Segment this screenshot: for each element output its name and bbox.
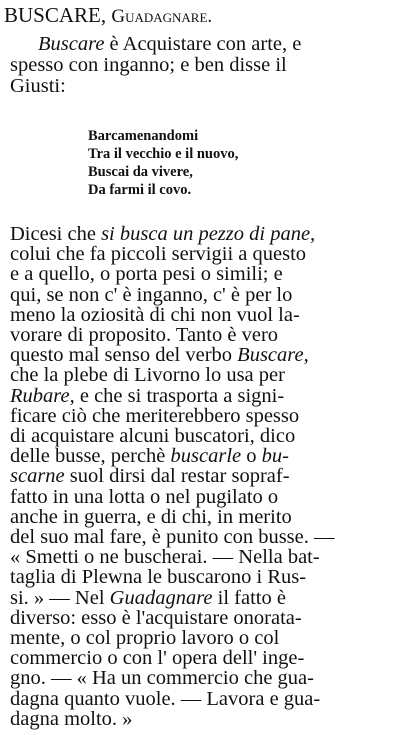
text-segment: dagna quanto vuole. — Lavora e gua- bbox=[10, 687, 321, 710]
body-line bbox=[10, 547, 402, 567]
body-line bbox=[10, 507, 402, 527]
body-line bbox=[10, 224, 402, 244]
body-line bbox=[10, 668, 402, 688]
verse-line: Tra il vecchio e il nuovo, bbox=[88, 146, 239, 162]
text-segment: suol dirsi dal restar sopraf- bbox=[64, 465, 290, 488]
body-line bbox=[10, 487, 402, 507]
text-segment: si. » — Nel bbox=[10, 586, 110, 609]
text-segment: meno la oziosità di chi non vuol la- bbox=[10, 303, 300, 326]
intro-line bbox=[10, 34, 398, 55]
italic-text-segment: Guadagnare bbox=[109, 586, 213, 609]
text-segment: questo mal senso del verbo bbox=[10, 344, 238, 367]
body-line bbox=[10, 567, 402, 587]
intro-line bbox=[10, 55, 398, 76]
body-line bbox=[10, 446, 402, 466]
entry-heading bbox=[4, 2, 212, 30]
body-line bbox=[10, 648, 402, 668]
italic-text-segment: Rubare, bbox=[10, 384, 75, 407]
body-line bbox=[10, 345, 402, 365]
text-segment: mente, o col proprio lavoro o col bbox=[10, 627, 280, 650]
text-segment: è Acquistare con arte, e bbox=[104, 33, 302, 55]
entry-synonym: Guadagnare. bbox=[111, 6, 213, 27]
text-segment: il fatto è bbox=[212, 586, 286, 609]
entry-term: BUSCARE, bbox=[4, 3, 107, 27]
italic-text-segment: buscarle bbox=[170, 445, 242, 468]
text-segment: vorare di proposito. Tanto è vero bbox=[10, 324, 279, 347]
text-segment: colui che fa piccoli servigii a questo bbox=[10, 243, 307, 266]
text-segment: gno. — « Ha un commercio che gua- bbox=[10, 667, 314, 690]
text-segment: che la plebe di Livorno lo usa per bbox=[10, 364, 285, 387]
intro-line bbox=[10, 76, 398, 97]
body-line bbox=[10, 365, 402, 385]
verse-line: Da farmi il covo. bbox=[88, 182, 192, 198]
text-segment: e a quello, o porta pesi o simili; e bbox=[10, 263, 283, 286]
body-line bbox=[10, 689, 402, 709]
italic-text-segment: Buscare, bbox=[237, 344, 309, 367]
text-segment: commercio o con l' opera dell' inge- bbox=[10, 647, 305, 670]
body-line bbox=[10, 406, 402, 426]
body-line bbox=[10, 244, 402, 264]
body-line bbox=[10, 386, 402, 406]
text-segment: delle busse, perchè bbox=[10, 445, 171, 468]
italic-text-segment: si busca un pezzo di pane, bbox=[101, 223, 316, 245]
verse-line: Buscai da vivere, bbox=[88, 164, 193, 180]
intro-paragraph bbox=[10, 34, 398, 97]
text-segment: taglia di Plewna le buscarono i Rus- bbox=[10, 566, 307, 589]
body-line bbox=[10, 426, 402, 446]
italic-text-segment: Buscare bbox=[38, 33, 105, 55]
text-segment: Giusti: bbox=[10, 75, 66, 97]
text-segment: del suo mal fare, è punito con busse. — bbox=[10, 526, 335, 549]
text-segment: qui, se non c' è inganno, c' è per lo bbox=[10, 283, 293, 306]
italic-text-segment: scarne bbox=[10, 465, 65, 488]
text-segment: « Smetti o ne buscherai. — Nella bat- bbox=[10, 546, 320, 569]
body-line bbox=[10, 709, 402, 729]
body-line bbox=[10, 628, 402, 648]
text-segment: e che si trasporta a signi- bbox=[74, 384, 285, 407]
text-segment: dagna molto. » bbox=[10, 707, 133, 730]
text-segment: spesso con inganno; e ben disse il bbox=[10, 54, 287, 76]
body-line bbox=[10, 264, 402, 284]
body-line bbox=[10, 588, 402, 608]
text-segment: ficare ciò che meriterebbero spesso bbox=[10, 404, 300, 427]
body-line bbox=[10, 325, 402, 345]
body-line bbox=[10, 285, 402, 305]
text-segment: diverso: esso è l'acquistare onorata- bbox=[10, 606, 302, 629]
body-line bbox=[10, 466, 402, 486]
quoted-verse bbox=[88, 127, 238, 199]
body-line bbox=[10, 305, 402, 325]
body-line bbox=[10, 527, 402, 547]
body-paragraph bbox=[10, 224, 402, 729]
verse-line: Barcamenandomi bbox=[88, 128, 199, 144]
text-segment: Dicesi che bbox=[10, 223, 102, 245]
body-line bbox=[10, 608, 402, 628]
text-segment: anche in guerra, e di chi, in merito bbox=[10, 505, 292, 528]
italic-text-segment: bu- bbox=[261, 445, 289, 468]
text-segment: di acquistare alcuni buscatori, dico bbox=[10, 425, 296, 448]
text-segment: fatto in una lotta o nel pugilato o bbox=[10, 485, 279, 508]
text-segment: o bbox=[241, 445, 262, 468]
